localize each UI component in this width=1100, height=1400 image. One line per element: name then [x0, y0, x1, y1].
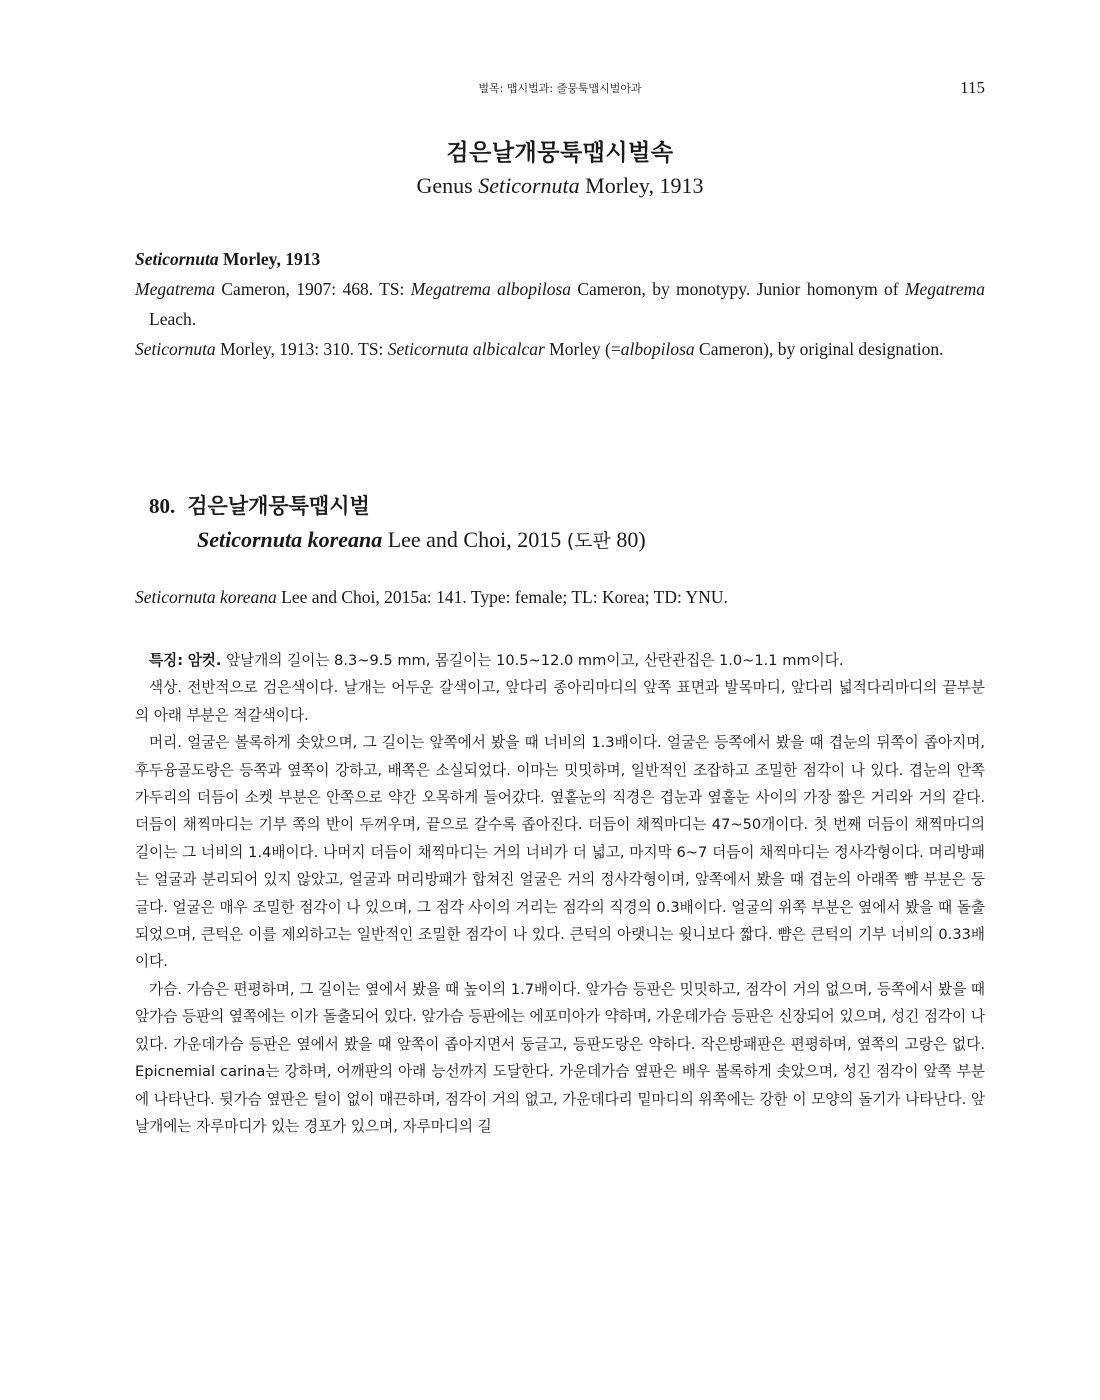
species-description [135, 647, 985, 1140]
genus-name: Seticornuta [478, 173, 580, 198]
species-scientific-line [197, 526, 985, 553]
features-label: 특징: [149, 652, 184, 669]
type-citation: Seticornuta koreana Lee and Choi, 2015a: 141. Type: female; TL: Korea; TD: YNU. [135, 587, 728, 607]
species-korean-line [149, 490, 985, 520]
synonymy-entry: Seticornuta Morley, 1913: 310. TS: Seticornuta albicalcar Morley (=albopilosa Cameron), by original designation. [135, 339, 944, 359]
species-number: 80. [149, 494, 176, 518]
genus-korean-name: 검은날개뭉툭맵시벌속 [446, 140, 674, 166]
genus-title [135, 134, 985, 199]
plate-number: 80) [610, 527, 646, 552]
species-scientific-name: Seticornuta koreana [197, 527, 383, 552]
genus-scientific-line [135, 173, 985, 199]
plate-label: (도판 [566, 530, 611, 552]
genus-label: Genus [416, 173, 473, 198]
running-head: 벌목: 맵시벌과: 줄뭉툭맵시벌아과 [478, 82, 642, 95]
synonymy-heading: Seticornuta Morley, 1913 [135, 249, 321, 269]
features-paragraph: 특징: 암컷. 앞날개의 길이는 8.3~9.5 mm, 몸길이는 10.5~12.0 mm이고, 산란관집은 1.0~1.1 mm이다. [149, 652, 844, 669]
species-korean-name: 검은날개뭉툭맵시벌 [187, 494, 370, 518]
sex-label: 암컷. [187, 652, 222, 669]
thorax-paragraph: 가슴. 가슴은 편평하며, 그 길이는 옆에서 봤을 때 높이의 1.7배이다. 앞가슴 등판은 밋밋하고, 점각이 거의 없으며, 등쪽에서 봤을 때 앞가슴 등판의 옆쪽에는 이가 돌출되어 있다. 앞가슴 등판에는 에포미아가 약하며, 가운데가슴 등판은 신장되어 있으며, 성긴 점각이 나 있다. 가운데가슴 등판은 옆에서 봤을 때 앞쪽이 좁아지면서 둥글고, 등판도랑은 약하다. 작은방패판은 편평하며, 옆쪽의 고랑은 없다. Epicnemial carina는 강하며, 어깨판의 아래 능선까지 도달한다. 가운데가슴 옆판은 배우 볼록하게 솟았으며, 성긴 점각이 앞쪽 부분에 나타난다. 뒷가슴 옆판은 털이 없이 매끈하며, 점각이 거의 없고, 가운데다리 밑마디의 위쪽에는 강한 이 모양의 돌기가 나타난다. 앞날개에는 자루마디가 있는 경포가 있으며, 자루마디의 길 [135, 980, 985, 1135]
synonymy-list [135, 244, 985, 364]
species-heading [149, 490, 985, 553]
genus-author: Morley, 1913 [585, 173, 704, 198]
species-author: Lee and Choi, 2015 [382, 527, 562, 552]
page-header [135, 78, 985, 98]
color-paragraph: 색상. 전반적으로 검은색이다. 날개는 어두운 갈색이고, 앞다리 종아리마디의 앞쪽 표면과 발목마디, 앞다리 넓적다리마디의 끝부분의 아래 부분은 적갈색이다. [135, 679, 985, 724]
page-number: 115 [960, 78, 985, 97]
head-paragraph: 머리. 얼굴은 볼록하게 솟았으며, 그 길이는 앞쪽에서 봤을 때 너비의 1.3배이다. 얼굴은 등쪽에서 봤을 때 겹눈의 뒤쪽이 좁아지며, 후두융골도랑은 등쪽과 옆쪽이 강하고, 배쪽은 소실되었다. 이마는 밋밋하며, 일반적인 조잡하고 조밀한 점각이 나 있다. 겹눈의 안쪽 가두리의 더듬이 소켓 부분은 안쪽으로 약간 오목하게 들어갔다. 옆홑눈의 직경은 겹눈과 옆홑눈 사이의 가장 짧은 거리와 거의 같다. 더듬이 채찍마디는 기부 쪽의 반이 두꺼우며, 끝으로 갈수록 좁아진다. 더듬이 채찍마디는 47~50개이다. 첫 번째 더듬이 채찍마디의 길이는 그 너비의 1.4배이다. 나머지 더듬이 채찍마디는 거의 너비가 더 넓고, 마지막 6~7 더듬이 채찍마디는 정사각형이다. 머리방패는 얼굴과 분리되어 있지 않았고, 얼굴과 머리방패가 합쳐진 얼굴은 거의 정사각형이며, 앞쪽에서 봤을 때 겹눈의 아래쪽 뺨 부분은 둥글다. 얼굴은 매우 조밀한 점각이 나 있으며, 그 점각 사이의 거리는 점각의 직경의 0.3배이다. 얼굴의 위쪽 부분은 옆에서 봤을 때 돌출되었으며, 큰턱은 이를 제외하고는 일반적인 조밀한 점각이 나 있다. 큰턱의 아랫니는 윗니보다 짧다. 뺨은 큰턱의 기부 너비의 0.33배이다. [135, 734, 985, 971]
synonymy-entry: Megatrema Cameron, 1907: 468. TS: Megatrema albopilosa Cameron, by monotypy. Junior homonym of Megatrema Leach. [135, 279, 985, 329]
